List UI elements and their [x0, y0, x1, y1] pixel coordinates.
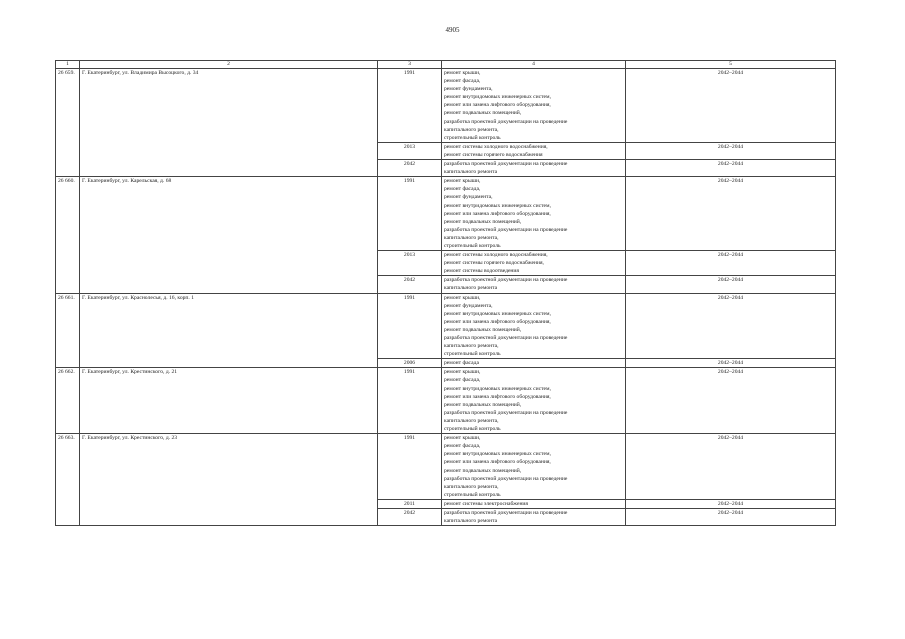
- repair-works: [442, 251, 626, 276]
- repair-work-item: ремонт системы горячего водоснабжения: [444, 151, 543, 158]
- repair-works: [442, 499, 626, 508]
- repair-works: [442, 160, 626, 177]
- commissioning-year: 2013: [378, 251, 442, 276]
- commissioning-year: 2006: [378, 359, 442, 368]
- repair-work-item: разработка проектной документации на проведение: [444, 161, 568, 168]
- repair-work-item: строительный контроль: [444, 242, 501, 249]
- table-row: [56, 434, 836, 500]
- repair-work-item: ремонт крыши,: [444, 178, 481, 185]
- repair-work-item: ремонт крыши,: [444, 369, 481, 376]
- repair-work-item: капитального ремонта,: [444, 126, 499, 133]
- commissioning-year: 2013: [378, 142, 442, 159]
- repair-work-item: ремонт подвальных помещений,: [444, 218, 522, 225]
- repair-work-item: разработка проектной документации на проведение: [444, 409, 568, 416]
- planned-period: 2042–2044: [626, 368, 836, 434]
- repair-work-item: капитального ремонта,: [444, 483, 499, 490]
- repair-works: [442, 142, 626, 159]
- repair-work-item: капитального ремонта: [444, 518, 498, 525]
- repair-work-item: ремонт или замена лифтового оборудования,: [444, 102, 551, 109]
- repair-work-item: разработка проектной документации на проведение: [444, 335, 568, 341]
- building-number: 26 662.: [56, 368, 80, 434]
- repair-work-item: разработка проектной документации на проведение: [444, 475, 568, 482]
- repair-work-item: строительный контроль: [444, 134, 501, 141]
- commissioning-year: 2042: [378, 276, 442, 293]
- planned-period: 2042–2044: [626, 499, 836, 508]
- repair-work-item: ремонт крыши,: [444, 70, 481, 76]
- commissioning-year: 1991: [378, 368, 442, 434]
- building-number: 26 663.: [56, 434, 80, 526]
- repair-work-item: ремонт системы горячего водоснабжения,: [444, 260, 544, 267]
- planned-period: 2042–2044: [626, 293, 836, 359]
- repair-work-item: строительный контроль: [444, 491, 501, 498]
- repair-work-item: ремонт подвальных помещений,: [444, 326, 522, 333]
- repair-work-item: ремонт подвальных помещений,: [444, 467, 522, 474]
- repair-work-item: капитального ремонта: [444, 285, 498, 292]
- repair-works: [442, 276, 626, 293]
- repair-works: [442, 508, 626, 525]
- planned-period: 2042–2044: [626, 508, 836, 525]
- repair-work-item: строительный контроль: [444, 351, 501, 358]
- repair-works: [442, 359, 626, 368]
- commissioning-year: 1991: [378, 293, 442, 359]
- building-number: 26 661.: [56, 293, 80, 368]
- repair-work-item: строительный контроль: [444, 426, 501, 433]
- repair-works: [442, 434, 626, 500]
- planned-period: 2042–2044: [626, 142, 836, 159]
- repair-work-item: ремонт фундамента,: [444, 86, 493, 93]
- building-number: 26 660.: [56, 177, 80, 293]
- repair-work-item: разработка проектной документации на проведение: [444, 226, 568, 233]
- building-address: Г. Екатеринбург, ул. Краснолесья, д. 16, корп. 1: [80, 293, 378, 368]
- table-row: [56, 177, 836, 251]
- repair-work-item: ремонт фасада,: [444, 443, 481, 450]
- repair-works: [442, 368, 626, 434]
- planned-period: 2042–2044: [626, 359, 836, 368]
- repair-work-item: ремонт фасада,: [444, 186, 481, 193]
- repair-work-item: капитального ремонта,: [444, 417, 499, 424]
- repair-work-item: ремонт внутридомовых инженерных систем,: [444, 94, 551, 101]
- repair-work-item: ремонт внутридомовых инженерных систем,: [444, 385, 551, 392]
- column-header: 2: [80, 61, 378, 69]
- repair-work-item: ремонт крыши,: [444, 294, 481, 301]
- repair-work-item: разработка проектной документации на проведение: [444, 277, 568, 284]
- repair-work-item: ремонт или замена лифтового оборудования,: [444, 459, 551, 466]
- column-header: 5: [626, 61, 836, 69]
- repair-work-item: ремонт внутридомовых инженерных систем,: [444, 310, 551, 317]
- planned-period: 2042–2044: [626, 69, 836, 143]
- column-header: 1: [56, 61, 80, 69]
- commissioning-year: 1991: [378, 69, 442, 143]
- column-header-row: [56, 61, 836, 69]
- table-row: [56, 293, 836, 359]
- repair-work-item: ремонт системы холодного водоснабжения,: [444, 143, 548, 150]
- repair-works: [442, 69, 626, 143]
- repair-work-item: ремонт фундамента,: [444, 194, 493, 201]
- repair-work-item: ремонт системы холодного водоснабжения,: [444, 252, 548, 259]
- commissioning-year: 1991: [378, 177, 442, 251]
- commissioning-year: 1991: [378, 434, 442, 500]
- building-address: Г. Екатеринбург, ул. Владимира Высоцкого, д. 34: [80, 69, 378, 177]
- building-number: 26 659.: [56, 69, 80, 177]
- repair-work-item: ремонт подвальных помещений,: [444, 401, 522, 408]
- commissioning-year: 2011: [378, 499, 442, 508]
- commissioning-year: 2042: [378, 508, 442, 525]
- repair-work-item: разработка проектной документации на проведение: [444, 509, 568, 516]
- column-header: 3: [378, 61, 442, 69]
- repair-work-item: ремонт или замена лифтового оборудования,: [444, 210, 551, 217]
- repair-work-item: ремонт внутридомовых инженерных систем,: [444, 451, 551, 458]
- planned-period: 2042–2044: [626, 160, 836, 177]
- repair-work-item: капитального ремонта,: [444, 234, 499, 241]
- planned-period: 2042–2044: [626, 177, 836, 251]
- repair-work-item: ремонт или замена лифтового оборудования,: [444, 318, 551, 325]
- table-row: [56, 69, 836, 143]
- repair-work-item: ремонт фасада: [444, 360, 479, 367]
- repair-work-item: капитального ремонта,: [444, 343, 499, 350]
- planned-period: 2042–2044: [626, 434, 836, 500]
- repair-work-item: ремонт или замена лифтового оборудования,: [444, 393, 551, 400]
- repair-work-item: разработка проектной документации на проведение: [444, 118, 568, 125]
- planned-period: 2042–2044: [626, 251, 836, 276]
- building-address: Г. Екатеринбург, ул. Карельская, д. 68: [80, 177, 378, 293]
- repair-work-item: ремонт фундамента,: [444, 302, 493, 309]
- repair-work-item: ремонт подвальных помещений,: [444, 110, 522, 117]
- repair-work-item: ремонт внутридомовых инженерных систем,: [444, 202, 551, 209]
- building-address: Г. Екатеринбург, ул. Крестинского, д. 23: [80, 434, 378, 526]
- repair-works: [442, 293, 626, 359]
- repair-work-item: капитального ремонта: [444, 169, 498, 176]
- repair-work-item: ремонт системы электроснабжения: [444, 500, 528, 507]
- capital-repair-table: [55, 60, 836, 526]
- column-header: 4: [442, 61, 626, 69]
- repair-work-item: ремонт фасада,: [444, 78, 481, 85]
- repair-work-item: ремонт фасада,: [444, 377, 481, 384]
- commissioning-year: 2042: [378, 160, 442, 177]
- repair-works: [442, 177, 626, 251]
- page-number: 4905: [445, 26, 460, 34]
- repair-work-item: ремонт крыши,: [444, 435, 481, 442]
- building-address: Г. Екатеринбург, ул. Крестинского, д. 21: [80, 368, 378, 434]
- repair-work-item: ремонт системы водоотведения: [444, 268, 519, 275]
- table-row: [56, 368, 836, 434]
- planned-period: 2042–2044: [626, 276, 836, 293]
